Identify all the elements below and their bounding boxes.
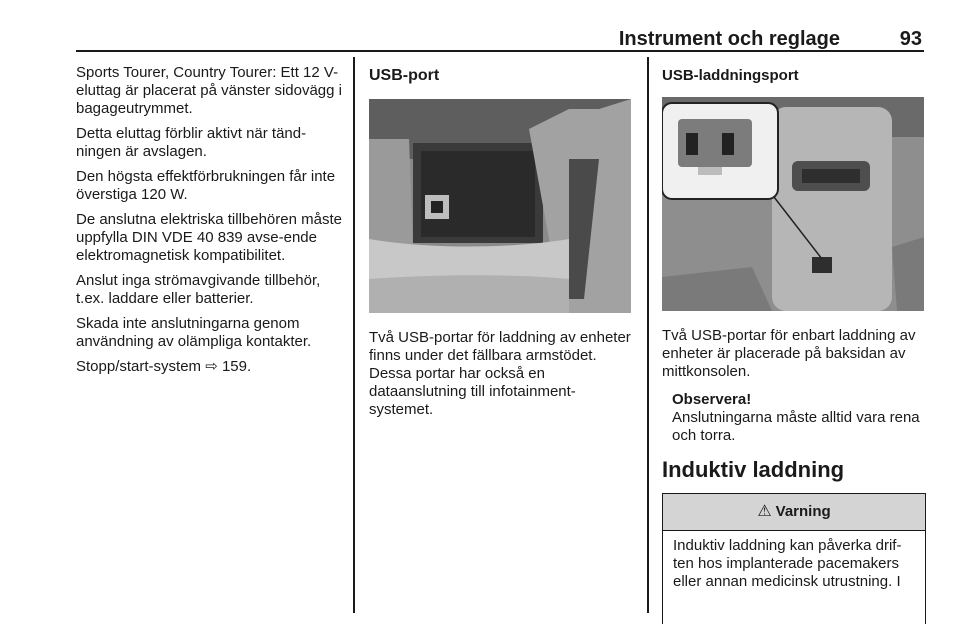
column-3 xyxy=(662,64,927,624)
warning-title: Varning xyxy=(775,503,831,520)
rear-console-usb-photo xyxy=(662,97,924,311)
paragraph: Skada inte anslutningarna genom användning av olämpliga kontakter. xyxy=(76,315,312,350)
header-rule xyxy=(76,50,924,52)
warning-text: Induktiv laddning kan påverka drif-ten hos implanterade pacemakers eller annan medicinsk utrustning. I xyxy=(673,537,902,590)
paragraph: Den högsta effektförbrukningen får inte överstiga 120 W. xyxy=(76,168,336,203)
section-title: Instrument och reglage xyxy=(618,28,840,50)
xref-arrow-icon: ⇨ xyxy=(205,358,218,375)
warning-box xyxy=(662,493,926,624)
usb-port-heading: USB-port xyxy=(369,67,440,84)
paragraph: De anslutna elektriska tillbehören måste uppfylla DIN VDE 40 839 avse-ende elektromagnetisk kompatibilitet. xyxy=(76,211,342,264)
note-text: Anslutningarna måste alltid vara rena och torra. xyxy=(672,409,920,444)
warning-icon: ⚠ xyxy=(757,503,772,520)
paragraph: Anslut inga strömavgivande tillbehör, t.ex. laddare eller batterier. xyxy=(76,272,321,307)
paragraph: Sports Tourer, Country Tourer: Ett 12 V-eluttag är placerat på vänster sidovägg i bagageutrymmet. xyxy=(76,64,342,117)
paragraph: Detta eluttag förblir aktivt när tänd-ningen är avslagen. xyxy=(76,125,307,160)
usb-charging-caption: Två USB-portar för enbart laddning av enheter är placerade på baksidan av mittkonsolen. xyxy=(662,327,916,380)
column-divider xyxy=(353,57,355,613)
note-title: Observera! xyxy=(672,391,752,408)
column-2 xyxy=(369,64,637,426)
column-divider xyxy=(647,57,649,613)
xref-text: Stopp/start-system xyxy=(76,358,202,375)
xref-page: 159. xyxy=(221,358,252,375)
usb-charging-heading: USB-laddningsport xyxy=(662,67,799,84)
cross-reference[interactable] xyxy=(76,358,346,376)
inductive-charging-heading: Induktiv laddning xyxy=(662,457,845,482)
column-1 xyxy=(76,64,346,383)
warning-header xyxy=(663,494,925,531)
armrest-usb-photo xyxy=(369,99,631,313)
page-number: 93 xyxy=(899,28,922,50)
usb-port-caption: Två USB-portar för laddning av enheter finns under det fällbara armstödet. Dessa portar har också en dataanslutning till infotainment-systemet. xyxy=(369,329,631,418)
